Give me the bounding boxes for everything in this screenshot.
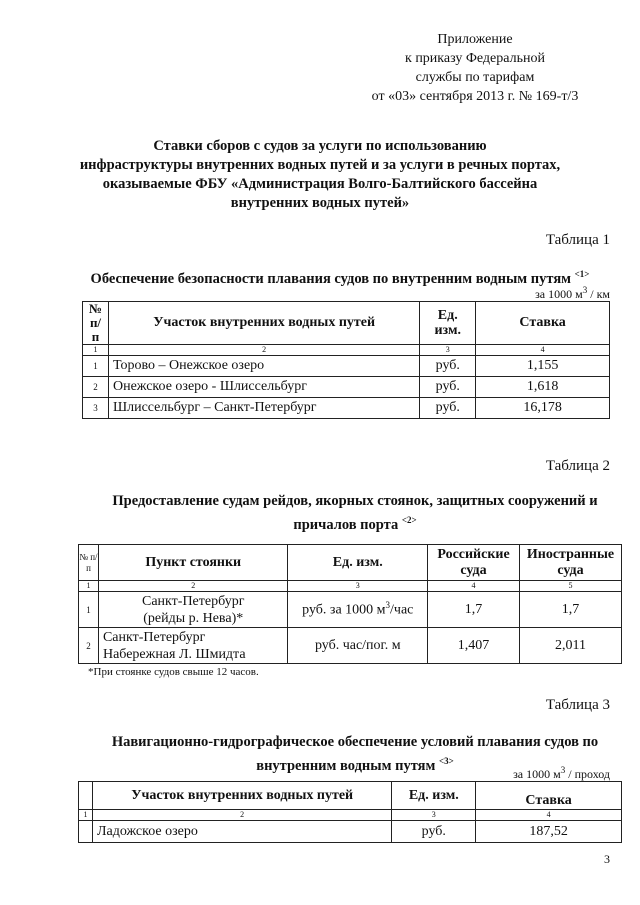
table2-colnum-row xyxy=(79,581,622,592)
header-num: № п/п xyxy=(83,302,109,345)
header-rate: Ставка xyxy=(476,782,622,810)
header-unit: Ед. изм. xyxy=(288,545,428,581)
title-line: инфраструктуры внутренних водных путей и за услуги в речных портах, xyxy=(79,157,561,173)
page-number: 3 xyxy=(604,852,610,866)
table3-unit: за 1000 $м^3$ / проход xyxy=(513,765,610,781)
header-foreign: Иностранные суда xyxy=(520,545,622,581)
row-rate: 16,178 xyxy=(476,398,610,419)
colnum: 3 xyxy=(420,345,476,356)
title-line: внутренних водных путей» xyxy=(230,195,410,211)
row-num: 1 xyxy=(83,356,109,377)
row-rate: 1,618 xyxy=(476,377,610,398)
row-russian: 1,7 xyxy=(428,592,520,628)
colnum: 2 xyxy=(98,581,288,592)
row-rate: 1,155 xyxy=(476,356,610,377)
row-foreign: 1,7 xyxy=(520,592,622,628)
table3-header-row xyxy=(79,782,622,810)
table-row xyxy=(79,592,622,628)
colnum: 1 xyxy=(79,581,99,592)
table2 xyxy=(78,544,622,664)
table-row xyxy=(83,356,610,377)
appendix-line: от «03» сентября 2013 г. № 169-т/3 xyxy=(371,89,579,104)
row-unit: руб. xyxy=(420,377,476,398)
colnum: 2 xyxy=(92,810,391,821)
table3 xyxy=(78,781,622,843)
appendix-header xyxy=(330,30,620,106)
table3-title-line: Навигационно-гидрографическое обеспечение условий плавания судов по xyxy=(111,734,599,750)
appendix-line: службы по тарифам xyxy=(415,70,535,85)
header-unit: Ед. изм. xyxy=(420,302,476,345)
table2-label: Таблица 2 xyxy=(545,458,610,474)
row-russian: 1,407 xyxy=(428,628,520,664)
header-point: Пункт стоянки xyxy=(98,545,288,581)
table3-title-line: внутренним водным путям xyxy=(256,757,436,774)
row-section: Торово – Онежское озеро xyxy=(108,356,419,377)
table1-unit: за 1000 $м^3$ / км xyxy=(535,285,610,301)
colnum: 3 xyxy=(392,810,476,821)
row-num xyxy=(79,821,93,843)
row-unit: руб. за 1000 $м^3$/час xyxy=(288,592,428,628)
table1-footnote-mark: <1> xyxy=(574,269,590,279)
row-unit: руб. час/пог. м xyxy=(288,628,428,664)
table2-footnote-mark: <2> xyxy=(401,515,417,525)
row-num: 3 xyxy=(83,398,109,419)
header-russian: Российские суда xyxy=(428,545,520,581)
row-unit: руб. xyxy=(420,398,476,419)
row-foreign: 2,011 xyxy=(520,628,622,664)
table1 xyxy=(82,301,610,419)
header-num xyxy=(79,782,93,810)
appendix-line: к приказу Федеральной xyxy=(405,51,545,66)
colnum: 1 xyxy=(79,810,93,821)
table2-title xyxy=(80,492,630,535)
title-line: Ставки сборов с судов за услуги по использованию xyxy=(153,138,487,154)
colnum: 1 xyxy=(83,345,109,356)
table2-note: *При стоянке судов свыше 12 часов. xyxy=(88,666,259,678)
table3-footnote-mark: <3> xyxy=(439,756,454,766)
header-section: Участок внутренних водных путей xyxy=(92,782,391,810)
appendix-line: Приложение xyxy=(437,32,513,47)
table2-title-line: причалов порта xyxy=(293,516,399,533)
row-section: Онежское озеро - Шлиссельбург xyxy=(108,377,419,398)
table2-header-row xyxy=(79,545,622,581)
title-line: оказываемые ФБУ «Администрация Волго-Балтийского бассейна xyxy=(102,176,538,192)
colnum: 4 xyxy=(476,345,610,356)
table3-colnum-row xyxy=(79,810,622,821)
row-unit: руб. xyxy=(420,356,476,377)
row-num: 2 xyxy=(83,377,109,398)
table-row xyxy=(79,821,622,843)
colnum: 2 xyxy=(108,345,419,356)
table-row xyxy=(83,377,610,398)
row-section: Шлиссельбург – Санкт-Петербург xyxy=(108,398,419,419)
colnum: 3 xyxy=(288,581,428,592)
table1-colnum-row xyxy=(83,345,610,356)
table-row xyxy=(83,398,610,419)
row-point: Санкт-Петербург (рейды р. Нева)* xyxy=(98,592,288,628)
header-section: Участок внутренних водных путей xyxy=(108,302,419,345)
row-point: Санкт-Петербург Набережная Л. Шмидта xyxy=(98,628,288,664)
row-unit: руб. xyxy=(392,821,476,843)
row-rate: 187,52 xyxy=(476,821,622,843)
colnum: 4 xyxy=(476,810,622,821)
table1-label: Таблица 1 xyxy=(545,232,610,248)
header-rate: Ставка xyxy=(476,302,610,345)
row-section: Ладожское озеро xyxy=(92,821,391,843)
row-num: 1 xyxy=(79,592,99,628)
row-num: 2 xyxy=(79,628,99,664)
header-unit: Ед. изм. xyxy=(392,782,476,810)
table3-label: Таблица 3 xyxy=(545,697,610,713)
table1-header-row xyxy=(83,302,610,345)
document-title xyxy=(40,137,600,213)
table1-title-text: Обеспечение безопасности плавания судов по внутренним водным путям xyxy=(90,270,572,287)
header-num: № п/п xyxy=(79,545,99,581)
table-row xyxy=(79,628,622,664)
table2-title-line: Предоставление судам рейдов, якорных стоянок, защитных сооружений и xyxy=(112,493,598,509)
colnum: 4 xyxy=(428,581,520,592)
colnum: 5 xyxy=(520,581,622,592)
